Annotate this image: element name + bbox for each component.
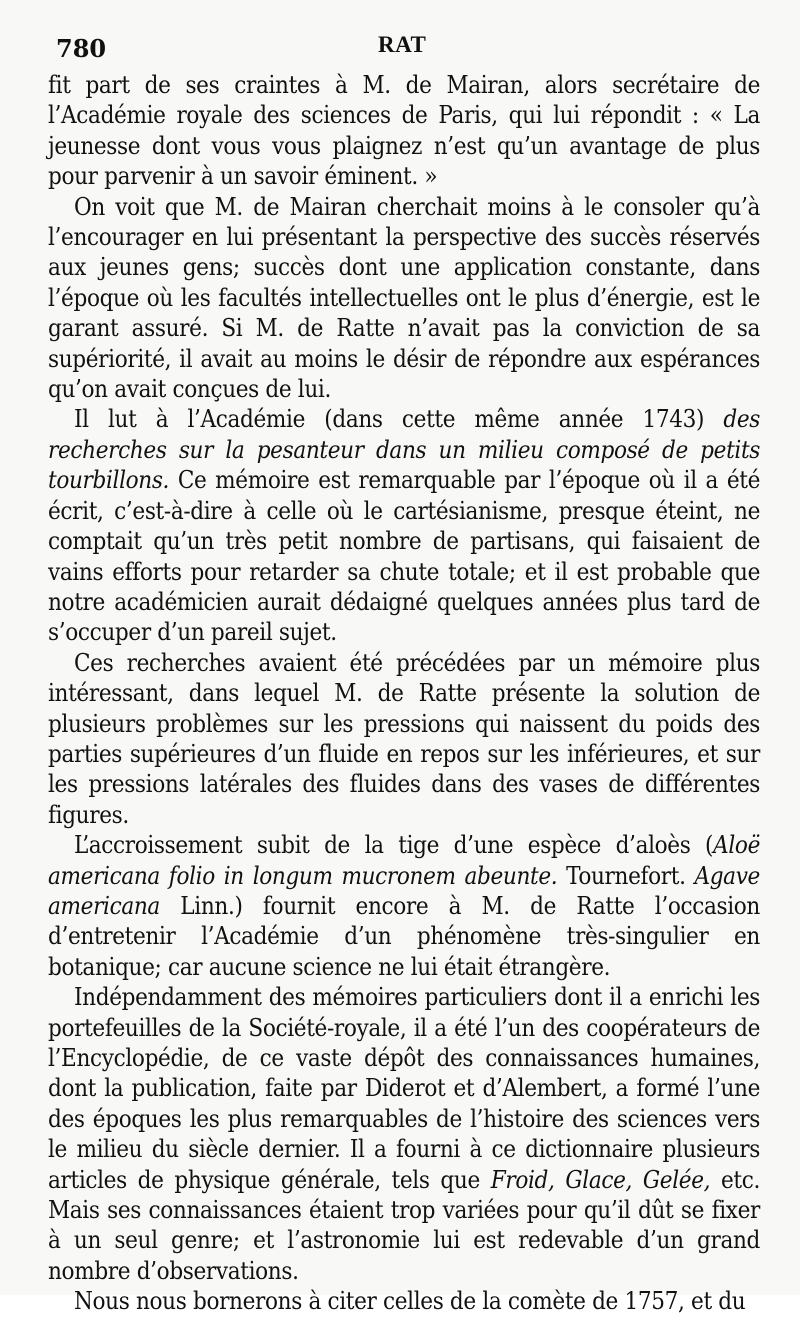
paragraph-5-text-middle: Tournefort. [557,861,695,890]
paragraph-1 [48,70,760,192]
paragraph-2 [48,192,760,405]
paragraph-3 [48,404,760,647]
paragraph-1-text: fit part de ses craintes à M. de Mairan, alors secrétaire de l’Académie royale des sciences de Paris, qui lui répondit : « La jeunesse dont vous vous plaignez n’est qu’un avantage de plus pour parvenir à un savoir éminent. » [48,71,760,191]
body-text [48,70,760,1317]
paragraph-4-text: Ces recherches avaient été précédées par un mémoire plus intéressant, dans lequel M. de Ratte présente la solution de plusieurs problèmes sur les pressions qui naissent du poids des parties supérieures d’un fluide en repos sur les inférieures, et sur les pressions latérales des fluides dans des vases de différentes figures. [48,648,760,829]
memoir-title-italic: des recherches sur la pesanteur dans un milieu composé de petits tourbillons. [48,405,760,495]
botanical-name-italic: Aloë americana folio in longum mucronem abeunte. [48,831,760,890]
separator [555,1166,566,1194]
paragraph-7 [48,1286,760,1316]
paragraph-6-text-start: Indépendamment des mémoires particuliers dont il a enrichi les portefeuilles de la Société-royale, il a été l’un des coopérateurs de l’Encyclopédie, de ce vaste dépôt des connaissances humaines, dont la publication, faite par Diderot et d’Alembert, a formé l’une des époques les plus remarquables de l’histoire des sciences vers le milieu du siècle dernier. Il a fourni à ce dictionnaire plusieurs articles de physique générale, tels que [48,983,760,1194]
paragraph-6-text-end: etc. Mais ses connaissances étaient trop variées pour qu’il dût se fixer à un seul genre; et l’astronomie lui est redevable d’un grand nombre d’observations. [48,1165,760,1285]
article-gelee-italic: Gelée, [642,1165,711,1194]
paragraph-5-text-start: L’accroissement subit de la tige d’une espèce d’aloès ( [74,831,714,860]
separator [632,1166,643,1194]
paragraph-2-text: On voit que M. de Mairan cherchait moins à le consoler qu’à l’encourager en lui présentant la perspective des succès réservés aux jeunes gens; succès dont une application constante, dans l’époque où les facultés intellectuelles ont le plus d’énergie, est le garant assuré. Si M. de Ratte n’avait pas la conviction de sa supériorité, il avait au moins le désir de répondre aux espérances qu’on avait conçues de lui. [48,192,760,404]
article-glace-italic: Glace, [565,1165,633,1194]
page-number: 780 [56,34,107,63]
paragraph-7-text: Nous nous bornerons à citer celles de la comète de 1757, et du [74,1287,746,1316]
paragraph-5-text-end: Linn.) fournit encore à M. de Ratte l’occasion d’entretenir l’Académie d’un phénomène très-singulier en botanique; car aucune science ne lui était étrangère. [48,891,760,981]
agave-name-italic: Agave americana [48,861,760,920]
running-head: RAT [378,32,427,57]
paragraph-3-text-start: Il lut à l’Académie (dans cette même année 1743) [74,405,724,434]
paragraph-6 [48,982,760,1286]
article-froid-italic: Froid, [490,1165,555,1194]
paragraph-3-text-end: Ce mémoire est remarquable par l’époque où il a été écrit, c’est-à-dire à celle où le cartésianisme, presque éteint, ne comptait qu’un très petit nombre de partisans, qui faisaient de vains efforts pour retarder sa chute totale; et il est probable que notre académicien aurait dédaigné quelques années plus tard de s’occuper d’un pareil sujet. [48,466,760,647]
paragraph-5 [48,830,760,982]
paragraph-4 [48,648,760,830]
page-header [48,28,760,68]
